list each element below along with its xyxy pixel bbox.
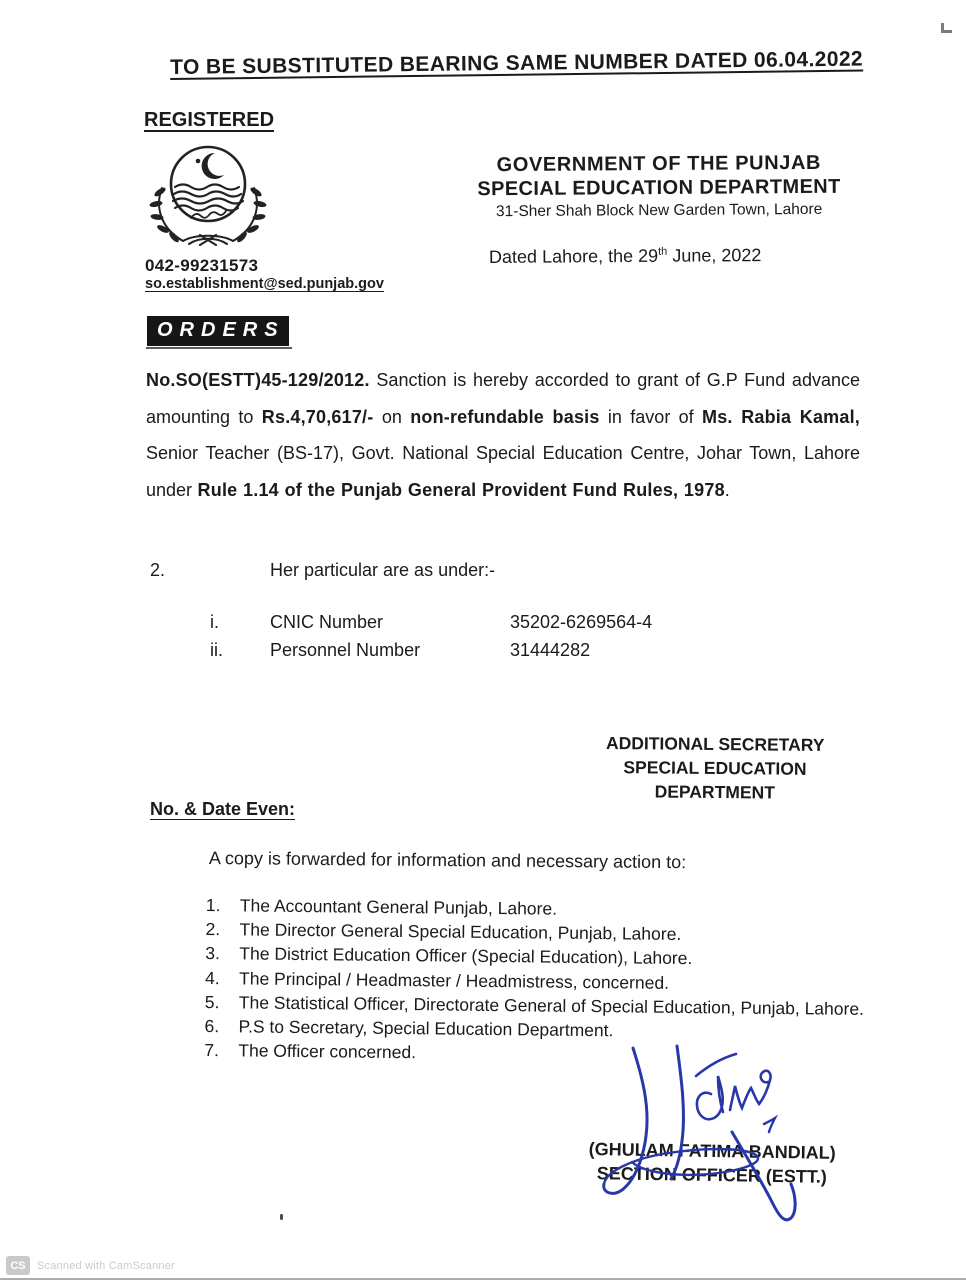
row-value: 35202-6269564-4 [510, 612, 653, 632]
authority-line: ADDITIONAL SECRETARY [605, 733, 825, 755]
date-line [489, 245, 762, 268]
punjab-government-emblem-logo [147, 138, 269, 246]
particulars-table [210, 610, 652, 666]
list-item-number: 2. [205, 919, 221, 940]
orders-underline-rule [146, 347, 292, 349]
letterhead-address: 31-Sher Shah Block New Garden Town, Lahore [495, 200, 823, 221]
reference-number: No.SO(ESTT)45-129/2012. [146, 370, 370, 390]
row-label: Personnel Number [270, 640, 421, 660]
paragraph-text: Sanction is hereby accorded to grant of G.P Fund advance amounting to [146, 370, 860, 427]
letterhead [436, 150, 882, 222]
rule-citation: Rule 1.14 of the Punjab General Provident Fund Rules, 1978 [197, 479, 725, 500]
camscanner-badge-icon: CS [6, 1256, 30, 1275]
camscanner-watermark [6, 1256, 175, 1275]
sanction-amount: Rs.4,70,617/- [261, 406, 374, 427]
list-item-text: The Statistical Officer, Directorate General of Special Education, Punjab, Lahore. [238, 992, 865, 1019]
list-item-number: 4. [205, 967, 220, 988]
no-and-date-even-label: No. & Date Even: [150, 799, 296, 819]
signature-block [556, 1138, 869, 1190]
table-row [210, 638, 652, 662]
paragraph-text: in favor of [599, 406, 703, 427]
list-item-text: P.S to Secretary, Special Education Department. [238, 1016, 614, 1041]
particulars-heading: Her particular are as under:- [270, 560, 496, 580]
paragraph-text: on [373, 406, 411, 427]
date-suffix: June, 2022 [667, 245, 762, 266]
scan-speck-artifact [280, 1214, 283, 1220]
substitution-notice: TO BE SUBSTITUTED BEARING SAME NUMBER DATED 06.04.2022 [170, 47, 864, 79]
paragraph-2-number: 2. [150, 560, 166, 580]
letterhead-org-line1: GOVERNMENT OF THE PUNJAB [496, 151, 822, 177]
list-item-number: 3. [205, 943, 221, 964]
paragraph-text: . [724, 479, 730, 500]
list-item-text: The Officer concerned. [238, 1040, 417, 1063]
registered-label: REGISTERED [144, 109, 275, 131]
signatory-title: SECTION OFFICER (ESTT.) [596, 1162, 827, 1187]
list-item-number: 7. [204, 1040, 220, 1061]
authority-line: DEPARTMENT [654, 781, 775, 803]
list-item-number: 1. [205, 894, 221, 916]
copy-forwarded-line: A copy is forwarded for information and necessary action to: [208, 848, 687, 873]
scan-corner-artifact [941, 23, 952, 33]
date-ordinal-superscript: th [658, 245, 668, 258]
letterhead-org-line2: SPECIAL EDUCATION DEPARTMENT [477, 175, 841, 201]
row-value: 31444282 [510, 640, 591, 660]
list-item-number: 5. [204, 991, 220, 1012]
phone-number: 042-99231573 [145, 256, 259, 275]
table-row [210, 610, 652, 634]
row-index: ii. [210, 640, 223, 660]
issuing-authority-block [580, 731, 851, 805]
row-index: i. [210, 612, 219, 632]
camscanner-watermark-text: Scanned with CamScanner [37, 1259, 175, 1272]
list-item-text: The Principal / Headmaster / Headmistress, concerned. [239, 967, 670, 993]
sanction-paragraph [146, 362, 860, 508]
non-refundable-emphasis: non-refundable basis [410, 406, 600, 427]
list-item-number: 6. [204, 1016, 220, 1037]
paragraph-text: Senior Teacher (BS-17), Govt. National Special Education Centre, Johar Town, Lahore under [146, 443, 860, 500]
authority-line: SPECIAL EDUCATION [623, 757, 807, 779]
list-item-text: The Accountant General Punjab, Lahore. [239, 895, 558, 919]
list-item-text: The Director General Special Education, Punjab, Lahore. [239, 919, 682, 945]
email-address: so.establishment@sed.punjab.gov [145, 276, 384, 292]
row-label: CNIC Number [270, 612, 384, 632]
orders-heading: ORDERS [147, 316, 289, 346]
date-prefix: Dated Lahore, the 29 [488, 245, 659, 267]
signatory-name: (GHULAM FATIMA BANDIAL) [588, 1139, 836, 1163]
list-item-text: The District Education Officer (Special Education), Lahore. [239, 943, 693, 969]
distribution-list [204, 893, 872, 1069]
beneficiary-name: Ms. Rabia Kamal, [702, 406, 860, 427]
